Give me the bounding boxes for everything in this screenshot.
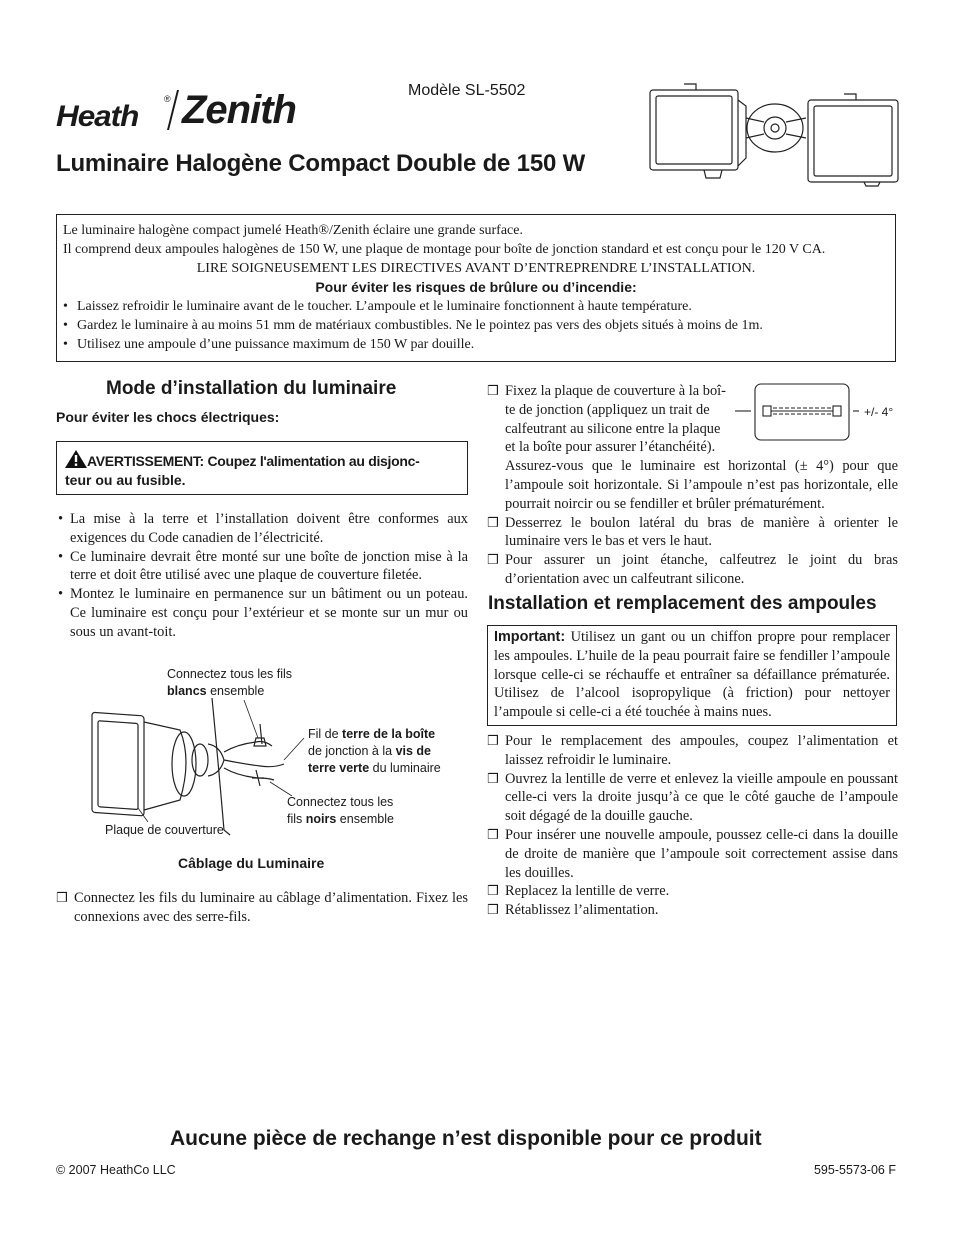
intro-line-1: Le luminaire halogène compact jumelé Heath®/Zenith éclaire une grande surface. (63, 223, 523, 238)
label-ground-bold-2: vis de (395, 744, 431, 758)
mounting-steps (487, 382, 898, 589)
shock-subheading: Pour éviter les chocs électriques: (56, 409, 280, 425)
connect-steps (56, 889, 468, 927)
connect-step (56, 889, 468, 927)
label-black-2: fils (287, 812, 306, 826)
checkbox-icon: ❒ (56, 891, 68, 906)
install-bullet: • La mise à la terre et l’installation doivent être conformes aux exigences du Code canadien de l’électricité. (56, 510, 468, 548)
checkbox-icon: ❒ (487, 384, 499, 399)
install-heading: Mode d’installation du luminaire (106, 378, 397, 399)
bulb-step (487, 826, 898, 882)
bulb-step-text: Replacez la lentille de verre. (505, 883, 670, 900)
bulb-step (487, 901, 898, 920)
risk-bullet: • Utilisez une ampoule d’une puissance maximum de 150 W par douille. (63, 335, 889, 354)
brand-zenith: Zenith (182, 88, 296, 132)
label-white-wires-2: ensemble (206, 684, 265, 698)
warning-box (56, 441, 468, 495)
risk-bullet: • Gardez le luminaire à au moins 51 mm de matériaux combustibles. Ne le pointez pas vers des objets situés à moins de 1m. (63, 316, 889, 335)
mounting-step-3: Pour assurer un joint étanche, calfeutrez le joint du bras d’orientation avec un calfeutrant silicone. (505, 552, 898, 587)
checkbox-icon: ❒ (487, 553, 499, 569)
warning-triangle-icon (65, 450, 87, 468)
checkbox-icon: ❒ (487, 515, 499, 531)
label-black-wires (287, 794, 394, 828)
label-black-bold: noirs (305, 812, 337, 826)
label-black-3: ensemble (336, 812, 394, 826)
mounting-step (487, 382, 898, 514)
bulbs-heading: Installation et remplacement des ampoules (488, 593, 877, 614)
bulb-step (487, 770, 898, 826)
copyright: © 2007 HeathCo LLC (56, 1163, 176, 1177)
checkbox-icon: ❒ (487, 734, 499, 749)
important-label: Important: (494, 629, 566, 645)
checkbox-icon: ❒ (487, 903, 499, 919)
brand-logo (56, 88, 346, 132)
model-number: Modèle SL-5502 (408, 82, 526, 99)
intro-line-3: LIRE SOIGNEUSEMENT LES DIRECTIVES AVANT D’ENTREPRENDRE L’INSTALLATION. (196, 261, 756, 276)
checkbox-icon: ❒ (487, 771, 499, 787)
bulb-step-text: Pour le remplacement des ampoules, coupez l’alimentation et laissez refroidir le luminaire. (505, 733, 898, 768)
fixture-illustration (644, 78, 902, 188)
brand-registered: ® (164, 94, 171, 104)
mounting-step-2: Desserrez le boulon latéral du bras de manière à orienter le luminaire vers le bas et vers le haut. (505, 514, 898, 550)
important-box (487, 625, 897, 726)
label-white-wires (167, 666, 292, 700)
label-ground-1: Fil de (308, 727, 343, 741)
no-parts-notice: Aucune pièce de rechange n’est disponible pour ce produit (170, 1127, 762, 1150)
mounting-step (487, 514, 898, 552)
bulb-step (487, 732, 898, 770)
mounting-step-1d: et la boîte pour assurer l’étanchéité). (505, 439, 716, 456)
label-ground-wire (308, 726, 441, 777)
label-ground-bold-1: terre de la boîte (342, 727, 436, 741)
warning-text-1: AVERTISSEMENT: Coupez l'alimentation au disjonc- (87, 453, 420, 469)
connect-step-text: Connectez les fils du luminaire au câblage d’alimentation. Fixez les connexions avec des serre-fils. (74, 890, 468, 925)
label-cover-plate: Plaque de couverture (105, 823, 224, 837)
label-ground-2: de jonction à la (308, 744, 396, 758)
label-black-1: Connectez tous les (287, 795, 394, 809)
diagram-caption: Câblage du Luminaire (178, 855, 325, 871)
install-bullet: • Ce luminaire devrait être monté sur une boîte de jonction mise à la terre et doit être utilisé avec une plaque de couverture filetée. (56, 548, 468, 586)
risk-heading: Pour éviter les risques de brûlure ou d’incendie: (315, 279, 637, 295)
wiring-diagram (88, 660, 468, 840)
level-label: +/- 4° (864, 405, 894, 419)
install-bullets (56, 510, 468, 642)
label-ground-3: du luminaire (369, 761, 441, 775)
mounting-step-1b: te de jonction (appliquez un trait de (505, 401, 710, 418)
intro-line-2: Il comprend deux ampoules halogènes de 150 W, une plaque de montage pour boîte de jonction standard et est conçu pour le 120 V CA. (63, 242, 826, 257)
mounting-step-1e: Assurez-vous que le luminaire est horizontal (± 4°) pour que l’ampoule soit horizontale. Si l’ampoule n’est pas horizontale, elle pourrait noircir ou se fendiller et brûler prématurément. (505, 458, 898, 512)
checkbox-icon: ❒ (487, 884, 499, 900)
install-bullet: • Montez le luminaire en permanence sur un bâtiment ou un poteau. Ce luminaire est conçu pour l’extérieur et se monte sur un mur ou sous un avant-toit. (56, 585, 468, 641)
risk-bullet: • Laissez refroidir le luminaire avant de le toucher. L’ampoule et le luminaire fonctionnent à haute température. (63, 297, 889, 316)
risk-bullets (63, 297, 889, 354)
bulb-step-text: Pour insérer une nouvelle ampoule, poussez celle-ci dans la douille de droite de manière que l’ampoule soit correctement assise dans les douilles. (505, 826, 898, 881)
label-white-wires-1: Connectez tous les fils (167, 667, 293, 681)
important-text: Utilisez un gant ou un chiffon propre pour remplacer les ampoules. L’huile de la peau pourrait faire se fendiller l’ampoule lorsque celle-ci se réchauffe et entraîner sa défaillance prématurée. Utilisez de l’alcool isopropylique (à friction) pour nettoyer l’ampoule si celle-ci a été touchée à mains nues. (494, 629, 890, 721)
warning-text-2: teur ou au fusible. (65, 472, 186, 488)
label-ground-bold-3: terre verte (308, 761, 370, 775)
intro-box (56, 214, 896, 362)
part-number: 595-5573-06 F (813, 1163, 896, 1177)
label-white-wires-bold: blancs (167, 684, 207, 698)
bulb-steps (487, 732, 898, 920)
mounting-step (487, 551, 898, 589)
bulb-step-text: Rétablissez l’alimentation. (505, 902, 659, 919)
bulb-step (487, 882, 898, 901)
page-title: Luminaire Halogène Compact Double de 150 W (56, 150, 586, 177)
checkbox-icon: ❒ (487, 827, 499, 843)
mounting-step-1a: Fixez la plaque de couverture à la boî- (505, 383, 726, 399)
bulb-step-text: Ouvrez la lentille de verre et enlevez la vieille ampoule en poussant celle-ci vers la droite jusqu’à ce que le côté gauche de l’ampoule soit dégagé de la douille gauche. (505, 770, 898, 825)
mounting-step-1c: calfeutrant au silicone entre la plaque (505, 420, 721, 437)
brand-heath: Heath (56, 100, 139, 133)
